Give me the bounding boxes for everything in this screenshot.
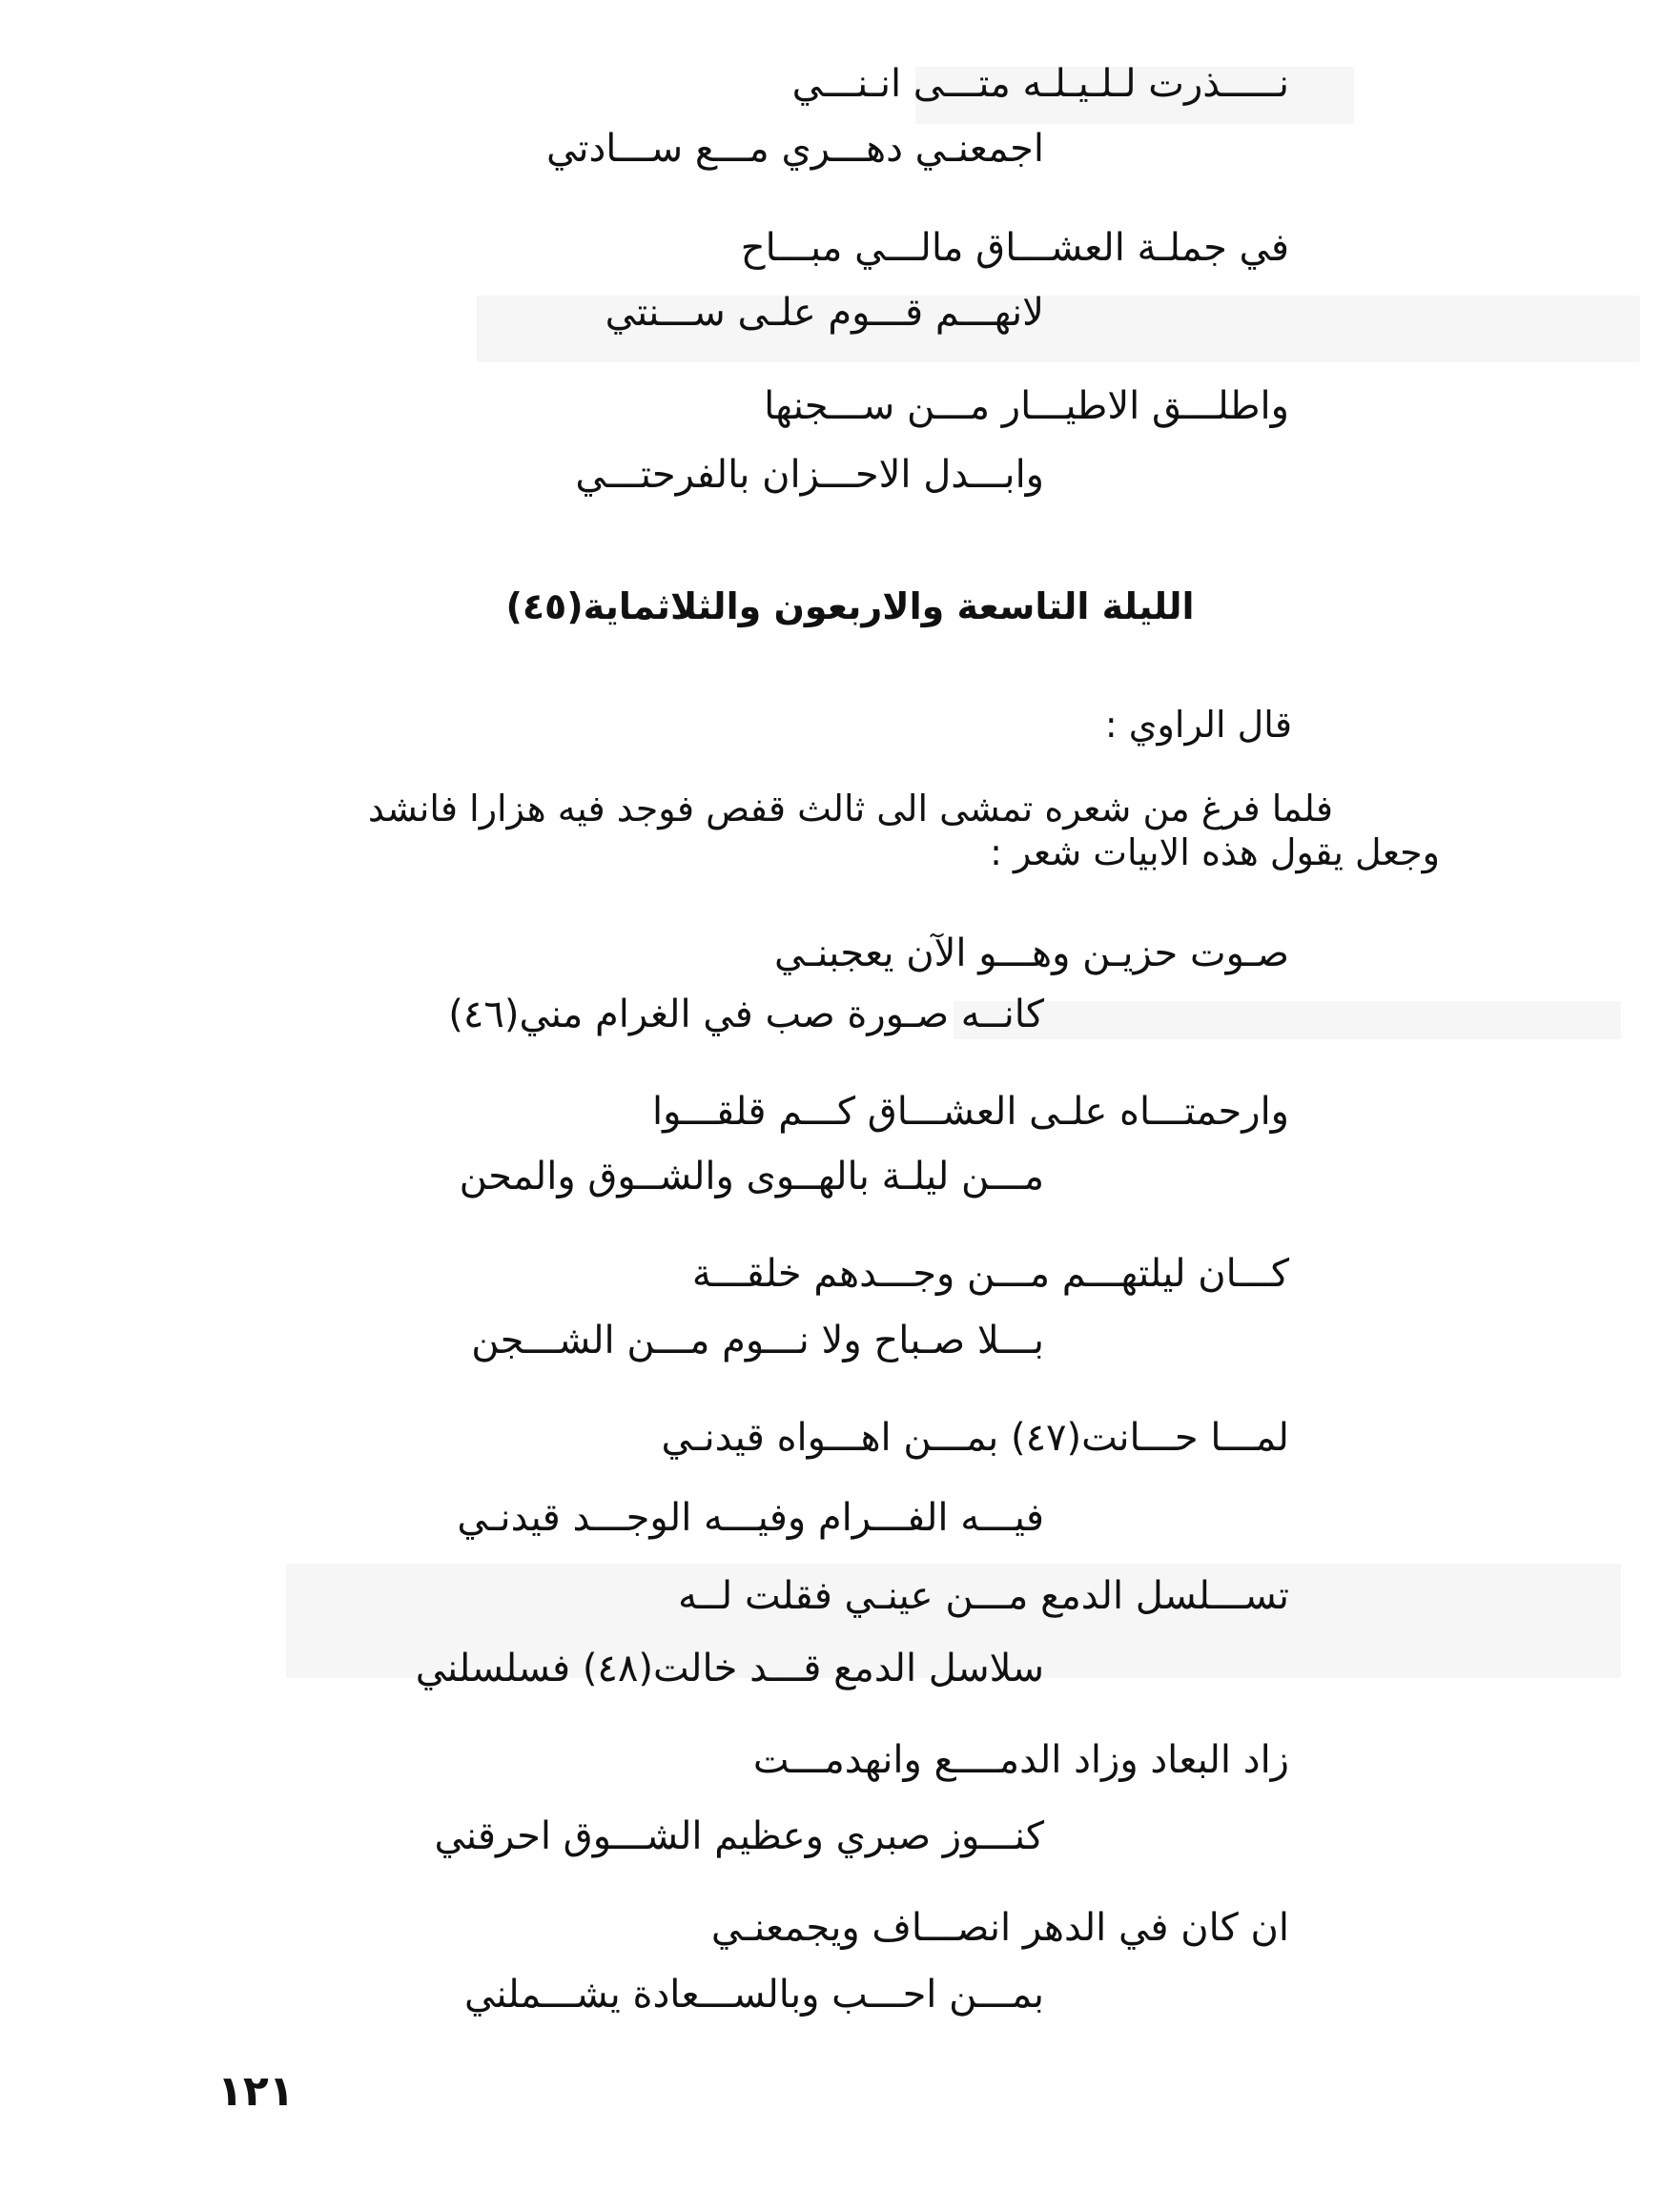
poem-2-verse-2-first: وارحمتـــاه علـى العشـــاق كـــم قلقـــوا: [651, 1090, 1289, 1134]
poem-2-verse-7-second: بمـــن احـــب وبالســـعادة يشـــملني: [464, 1973, 1044, 2017]
poem-2-verse-1-second: كانــه صـورة صب في الغرام مني(٤٦): [448, 993, 1044, 1036]
poem-1-verse-1-first: نـــــذرت لـلـيـلـه متـــى انـنـــي: [791, 62, 1289, 106]
poem-2-verse-6-first: زاد البعاد وزاد الدمــــع وانهدمـــت: [752, 1738, 1289, 1782]
poem-2-verse-6-second: كنـــوز صبري وعظيم الشـــوق احرقني: [434, 1814, 1044, 1858]
poem-2-verse-7-first: ان كان في الدهر انصـــاف ويجمعنـي: [710, 1906, 1289, 1950]
poem-1-verse-2-second: لانهـــم قـــوم علـى ســـنتي: [605, 291, 1044, 335]
page-number: ١٢١: [217, 2067, 295, 2116]
poem-1-verse-1-second: اجمعنـي دهـــري مـــع ســـادتي: [546, 127, 1044, 171]
poem-2-verse-1-first: صـوت حزيـن وهـــو الآن يعجبنـي: [774, 932, 1289, 975]
bleed-through: [954, 1001, 1621, 1039]
poem-2-verse-2-second: مـــن ليلـة بالهــوى والشــوق والمحن: [459, 1155, 1044, 1198]
poem-2-verse-3-second: بـــلا صـباح ولا نـــوم مـــن الشـــجن: [471, 1319, 1044, 1362]
poem-2-verse-5-first: تســـلسل الدمع مـــن عينـي فقلت لــه: [678, 1574, 1289, 1618]
prose-line-2: وجعل يقول هذه الابيات شعر :: [990, 831, 1440, 873]
poem-1-verse-3-first: واطلـــق الاطيـــار مـــن ســـجنها: [764, 384, 1289, 428]
poem-2-verse-4-second: فيـــه الفـــرام وفيـــه الوجـــد قيدنـي: [457, 1496, 1044, 1540]
poem-1-verse-2-first: في جملـة العشـــاق مالـــي مبـــاح: [740, 226, 1289, 270]
chapter-heading: الليلة التاسعة والاربعون والثلاثماية(٤٥): [505, 585, 1195, 627]
poem-1-verse-3-second: وابـــدل الاحـــزان بالفرحتـــي: [575, 453, 1044, 497]
prose-line-1: فلما فرغ من شعره تمشى الى ثالث قفص فوجد فيه هزارا فانشد: [367, 788, 1333, 830]
poem-2-verse-5-second: سلاسل الدمع قـــد خالت(٤٨) فسلسلني: [415, 1647, 1044, 1690]
poem-2-verse-3-first: كـــان ليلتهـــم مـــن وجـــدهم خلقـــة: [691, 1252, 1289, 1296]
narrator-intro: قال الراوي :: [1104, 704, 1292, 746]
poem-2-verse-4-first: لمـــا حـــانت(٤٧) بمـــن اهـــواه قيدنـي: [661, 1416, 1289, 1460]
